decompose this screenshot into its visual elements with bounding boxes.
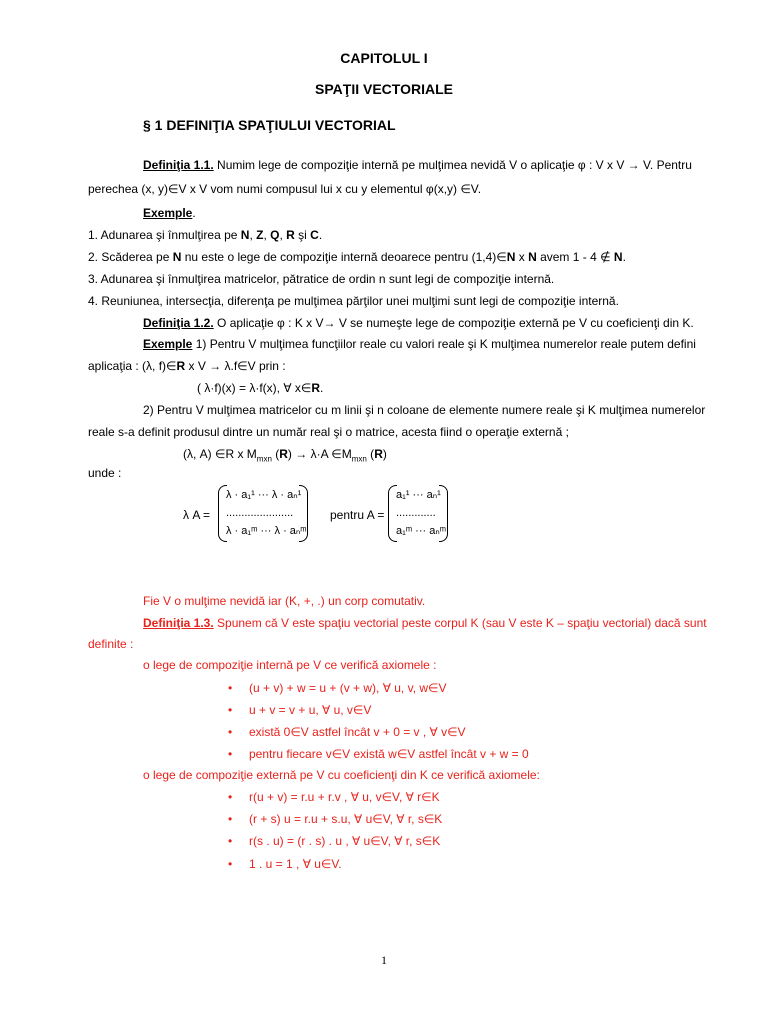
examples-2-line1: Exemple 1) Pentru V mulţimea funcţiilor reale cu valori reale şi K mulţimea numerelor reale putem defini xyxy=(143,337,696,351)
matrix-row: ...................... xyxy=(226,507,294,519)
list-item xyxy=(228,834,232,848)
definition-1-1 xyxy=(143,158,692,172)
matrix-row: a₁ᵐ ··· aₙᵐ xyxy=(396,525,447,537)
internal-law-intro: o lege de compoziţie internă pe V ce verifică axiomele : xyxy=(143,658,437,672)
list-item xyxy=(228,857,232,871)
bullet-icon: • xyxy=(228,834,233,848)
examples-label: Exemple xyxy=(143,206,193,220)
matrix-row: a₁¹ ··· aₙ¹ xyxy=(396,489,441,501)
definition-1-3-line2: definite : xyxy=(88,637,134,651)
chapter-title: SPAŢII VECTORIALE xyxy=(315,81,453,97)
example-item-3: 3. Adunarea şi înmulţirea matricelor, pătratice de ordin n sunt legi de compoziţie internă. xyxy=(88,272,555,286)
list-item: r(u + v) = r.u + r.v , ∀ u, v∈V, ∀ r∈K xyxy=(249,790,440,804)
matrix-row: λ · a₁¹ ··· λ · aₙ¹ xyxy=(226,489,302,501)
bullet-icon: • xyxy=(228,703,233,717)
definition-text: O aplicaţie φ : K x V→ V se numeşte lege de compoziţie externă pe V cu coeficienţi din K. xyxy=(213,316,694,330)
examples-2-line4: reale s-a definit produsul dintre un număr real şi o matrice, acesta fiind o operaţie externă ; xyxy=(88,425,569,439)
bullet-icon: • xyxy=(228,747,233,761)
list-item xyxy=(228,725,232,739)
bullet-icon: • xyxy=(228,857,233,871)
examples-2-line3: 2) Pentru V mulţimea matricelor cu m linii şi n coloane de elemente numere reale şi K mulţimea numerelor xyxy=(143,403,706,417)
list-item: pentru fiecare v∈V există w∈V astfel încât v + w = 0 xyxy=(249,747,529,761)
definition-label: Definiţia 1.3. xyxy=(143,616,214,630)
list-item xyxy=(228,703,232,717)
bullet-icon: • xyxy=(228,812,233,826)
bullet-icon: • xyxy=(228,681,233,695)
list-item: r(s . u) = (r . s) . u , ∀ u∈V, ∀ r, s∈K xyxy=(249,834,441,848)
examples-dot: . xyxy=(192,206,196,220)
lambda-matrix xyxy=(218,485,308,542)
list-item: u + v = v + u, ∀ u, v∈V xyxy=(249,703,372,717)
list-item xyxy=(228,681,232,695)
list-item: (u + v) + w = u + (v + w), ∀ u, v, w∈V xyxy=(249,681,447,695)
example-item-1: 1. Adunarea şi înmulţirea pe N, Z, Q, R şi C. xyxy=(88,228,323,242)
definition-text: Numim lege de compoziţie internă pe mulţimea nevidă V o aplicaţie φ : V x V → V. Pentru xyxy=(213,158,692,172)
list-item xyxy=(228,790,232,804)
definition-label: Definiţia 1.1. xyxy=(143,158,214,172)
section-heading: § 1 DEFINIŢIA SPAŢIULUI VECTORIAL xyxy=(143,117,396,133)
a-matrix xyxy=(388,485,448,542)
chapter-heading: CAPITOLUL I xyxy=(340,50,428,66)
formula-matrix-product: (λ, A) ∈R x $M_{mxn}$ (R) → λ·A $\in M_{mxn}$ (R) xyxy=(183,447,387,464)
unde-label: unde : xyxy=(88,466,122,480)
definition-label: Definiţia 1.2. xyxy=(143,316,214,330)
matrix-row: λ · a₁ᵐ ··· λ · aₙᵐ xyxy=(226,525,307,537)
examples-heading xyxy=(143,206,196,220)
list-item xyxy=(228,812,232,826)
examples-label: Exemple xyxy=(143,337,193,351)
definition-1-3 xyxy=(143,616,707,630)
page-number: 1 xyxy=(381,953,387,967)
list-item: 1 . u = 1 , ∀ u∈V. xyxy=(249,857,342,871)
list-item: (r + s) u = r.u + s.u, ∀ u∈V, ∀ r, s∈K xyxy=(249,812,443,826)
examples-2-line2: aplicaţia : (λ, f)∈R x V → λ.f∈V prin : xyxy=(88,359,286,373)
external-law-intro: o lege de compoziţie externă pe V cu coeficienţi din K ce verifică axiomele: xyxy=(143,768,540,782)
red-intro: Fie V o mulţime nevidă iar (K, +, .) un corp comutativ. xyxy=(143,594,426,608)
lambda-a-label: λ A = xyxy=(183,508,211,522)
bullet-icon: • xyxy=(228,725,233,739)
bullet-icon: • xyxy=(228,790,233,804)
definition-text: Spunem că V este spaţiu vectorial peste corpul K (sau V este K – spaţiu vectorial) dacă sunt xyxy=(213,616,707,630)
definition-1-2 xyxy=(143,316,694,330)
list-item: există 0∈V astfel încât v + 0 = v , ∀ v∈V xyxy=(249,725,466,739)
example-item-2: 2. Scăderea pe N nu este o lege de compoziţie internă deoarece pentru (1,4)∈N x N avem 1 - 4 ∉ N. xyxy=(88,250,626,264)
example-item-4: 4. Reuniunea, intersecţia, diferenţa pe mulţimea părţilor unei mulţimi sunt legi de compoziţie internă. xyxy=(88,294,619,308)
definition-1-1-line2: perechea (x, y)∈V x V vom numi compusul lui x cu y elementul φ(x,y) ∈V. xyxy=(88,182,482,196)
list-item xyxy=(228,747,232,761)
pentru-a-label: pentru A = xyxy=(330,508,385,522)
matrix-row: ............. xyxy=(396,507,436,519)
formula-function-product: ( λ·f)(x) = λ·f(x), ∀ x∈R. xyxy=(197,381,324,395)
